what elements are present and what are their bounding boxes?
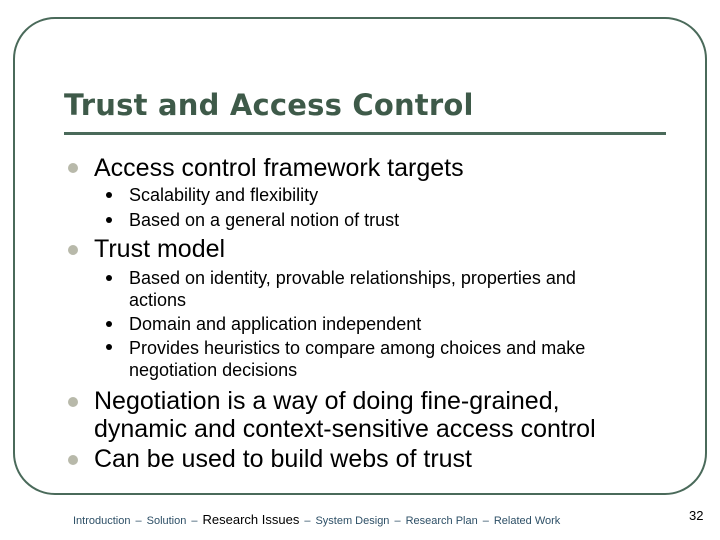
sub-bullet-heuristics: Provides heuristics to compare among choices and make <box>129 338 586 358</box>
footer-nav <box>73 513 560 528</box>
sub-bullet-domain-independent: Domain and application independent <box>129 314 422 334</box>
sub-bullet-identity: Based on identity, provable relationships, properties and <box>129 268 576 288</box>
footer-link-research-plan[interactable]: Research Plan <box>405 515 478 527</box>
bullet-marker <box>68 245 78 255</box>
sub-bullet-marker <box>106 275 112 281</box>
bullet-negotiation: Negotiation is a way of doing fine-grained, <box>94 387 560 415</box>
footer-separator: – <box>191 515 198 527</box>
sub-bullet-marker <box>106 344 112 350</box>
footer-separator: – <box>304 515 311 527</box>
sub-bullet-identity-cont: actions <box>129 290 187 310</box>
sub-bullet-marker <box>106 217 112 223</box>
bullet-negotiation-cont: dynamic and context-sensitive access control <box>94 415 596 443</box>
title-underline <box>64 132 666 135</box>
footer-separator: – <box>135 515 142 527</box>
footer-link-introduction[interactable]: Introduction <box>73 515 131 527</box>
page-number: 32 <box>689 508 704 523</box>
sub-bullet-heuristics-cont: negotiation decisions <box>129 360 298 380</box>
bullet-webs-of-trust: Can be used to build webs of trust <box>94 445 473 473</box>
footer-link-related-work[interactable]: Related Work <box>493 515 561 527</box>
sub-bullet-scalability: Scalability and flexibility <box>129 185 319 205</box>
footer-separator: – <box>482 515 489 527</box>
footer-separator: – <box>394 515 401 527</box>
sub-bullet-marker <box>106 192 112 198</box>
footer-link-system-design[interactable]: System Design <box>315 515 390 527</box>
bullet-marker <box>68 455 78 465</box>
footer-link-solution[interactable]: Solution <box>146 515 187 527</box>
slide-title: Trust and Access Control <box>64 88 474 122</box>
bullet-marker <box>68 163 78 173</box>
bullet-marker <box>68 397 78 407</box>
sub-bullet-marker <box>106 321 112 327</box>
footer-link-research-issues[interactable]: Research Issues <box>202 512 300 527</box>
bullet-access-control-framework: Access control framework targets <box>94 154 464 182</box>
bullet-trust-model: Trust model <box>94 235 226 263</box>
sub-bullet-general-trust: Based on a general notion of trust <box>129 210 400 230</box>
